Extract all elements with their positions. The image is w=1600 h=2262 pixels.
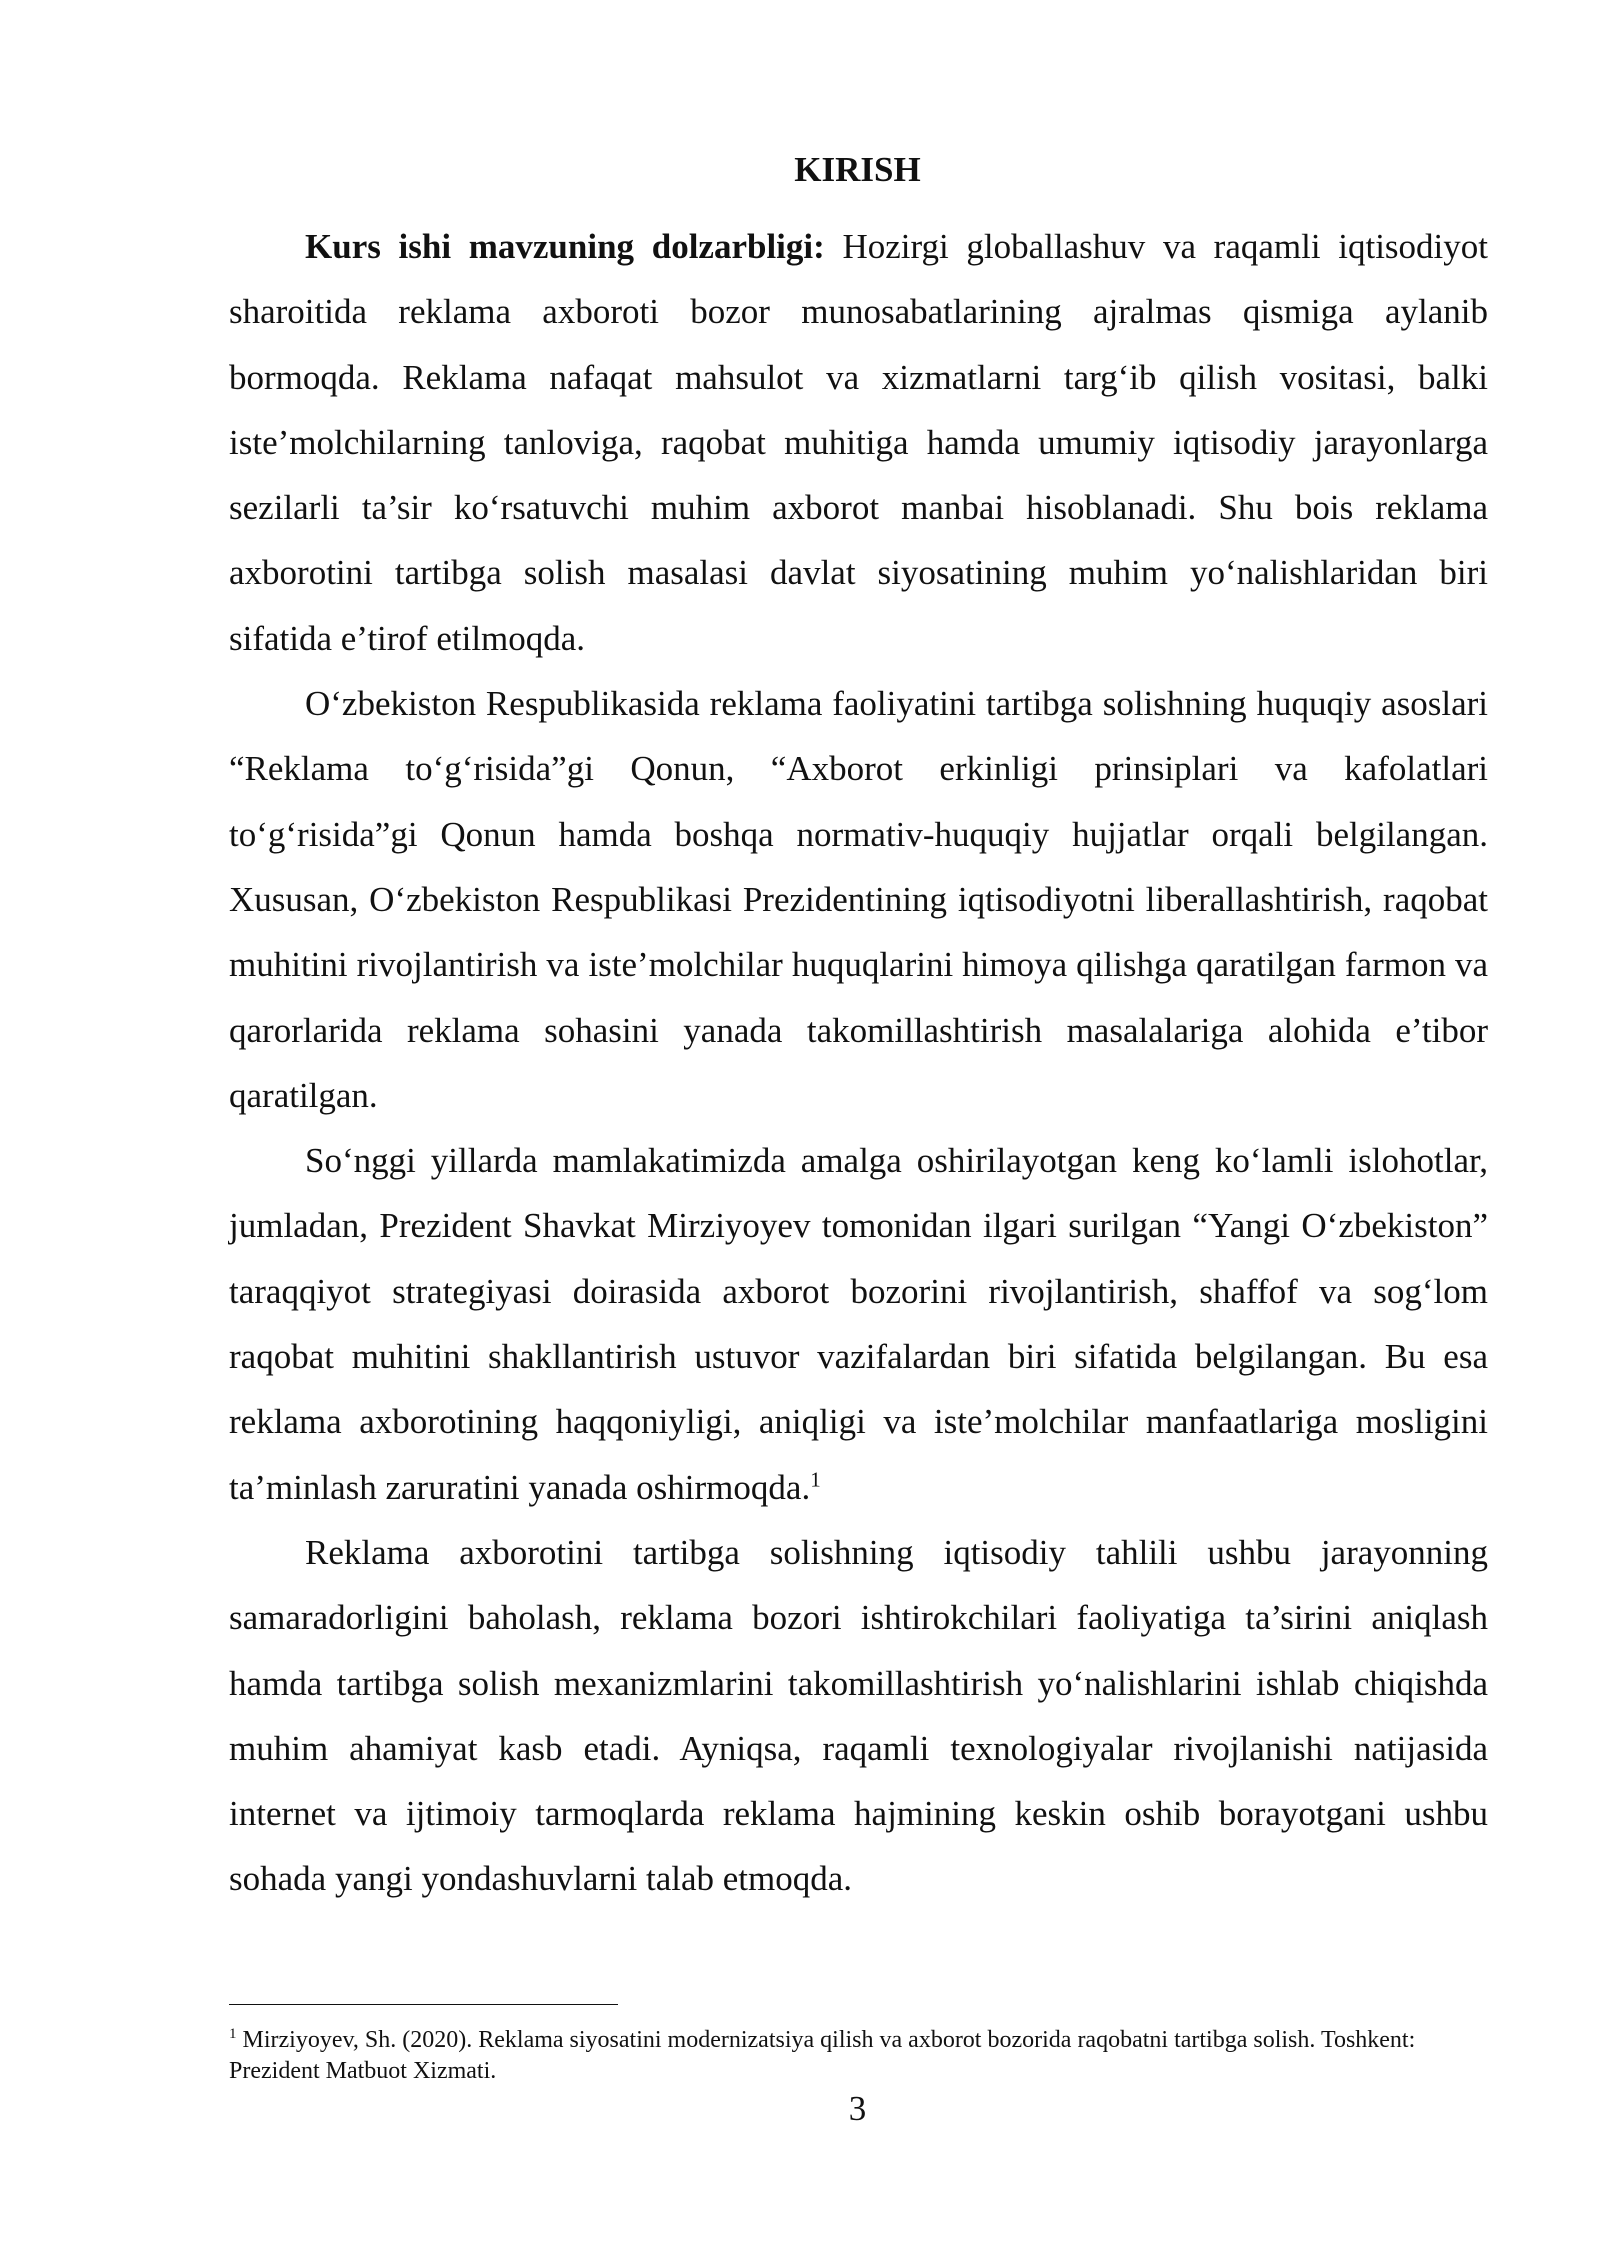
- paragraph-text: Reklama axborotini tartibga solishning iqtisodiy tahlili ushbu jarayonning samaradorligini baholash, reklama bozori ishtirokchilari faoliyatiga ta’sirini aniqlash hamda tartibga solish mexanizmlarini takomillashtirish yo‘nalishlarini ishlab chiqishda muhim ahamiyat kasb etadi. Ayniqsa, raqamli texnologiyalar rivojlanishi natijasida internet va ijtimoiy tarmoqlarda reklama hajmining keskin oshib borayotgani ushbu sohada yangi yondashuvlarni talab etmoqda.: [229, 1532, 1488, 1899]
- body-text: [229, 214, 1488, 1912]
- paragraph-text: So‘nggi yillarda mamlakatimizda amalga oshirilayotgan keng ko‘lamli islohotlar, jumladan, Prezident Shavkat Mirziyoyev tomonidan ilgari surilgan “Yangi O‘zbekiston” taraqqiyot strategiyasi doirasida axborot bozorini rivojlantirish, shaffof va sog‘lom raqobat muhitini shakllantirish ustuvor vazifalardan biri sifatida belgilangan. Bu esa reklama axborotining haqqoniyligi, aniqligi va iste’molchilar manfaatlariga mosligini ta’minlash zaruratini yanada oshirmoqda.: [229, 1141, 1488, 1507]
- footnote-reference[interactable]: 1: [810, 1466, 821, 1491]
- paragraph-economic-analysis: [229, 1520, 1488, 1912]
- paragraph-text: O‘zbekiston Respublikasida reklama faoliyatini tartibga solishning huquqiy asoslari “Reklama to‘g‘risida”gi Qonun, “Axborot erkinligi prinsiplari va kafolatlari to‘g‘risida”gi Qonun hamda boshqa normativ-huquqiy hujjatlar orqali belgilangan. Xususan, O‘zbekiston Respublikasi Prezidentining iqtisodiyotni liberallashtirish, raqobat muhitini rivojlantirish va iste’molchilar huquqlarini himoya qilishga qaratilgan farmon va qarorlarida reklama sohasini yanada takomillashtirish masalalariga alohida e’tibor qaratilgan.: [229, 684, 1488, 1115]
- page-number: 3: [848, 2089, 867, 2128]
- paragraph-legal-basis: [229, 671, 1488, 1128]
- footnote-number: 1: [229, 2026, 237, 2042]
- footnote-text: Mirziyoyev, Sh. (2020). Reklama siyosatini modernizatsiya qilish va axborot bozorida raqobatni tartibga solish. Toshkent: Prezident Matbuot Xizmati.: [229, 2027, 1416, 2084]
- paragraph-lead-heading: Kurs ishi mavzuning dolzarbligi:: [305, 227, 825, 266]
- paragraph-text: Hozirgi globallashuv va raqamli iqtisodiyot sharoitida reklama axboroti bozor munosabatlarining ajralmas qismiga aylanib bormoqda. Reklama nafaqat mahsulot va xizmatlarni targ‘ib qilish vositasi, balki iste’molchilarning tanloviga, raqobat muhitiga hamda umumiy iqtisodiy jarayonlarga sezilarli ta’sir ko‘rsatuvchi muhim axborot manbai hisoblanadi. Shu bois reklama axborotini tartibga solish masalasi davlat siyosatining muhim yo‘nalishlaridan biri sifatida e’tirof etilmoqda.: [229, 227, 1488, 658]
- footnote: [229, 2025, 1488, 2087]
- paragraph-relevance: [229, 214, 1488, 671]
- footnote-separator: [229, 2004, 618, 2005]
- section-title: KIRISH: [794, 150, 921, 189]
- paragraph-reforms: [229, 1128, 1488, 1520]
